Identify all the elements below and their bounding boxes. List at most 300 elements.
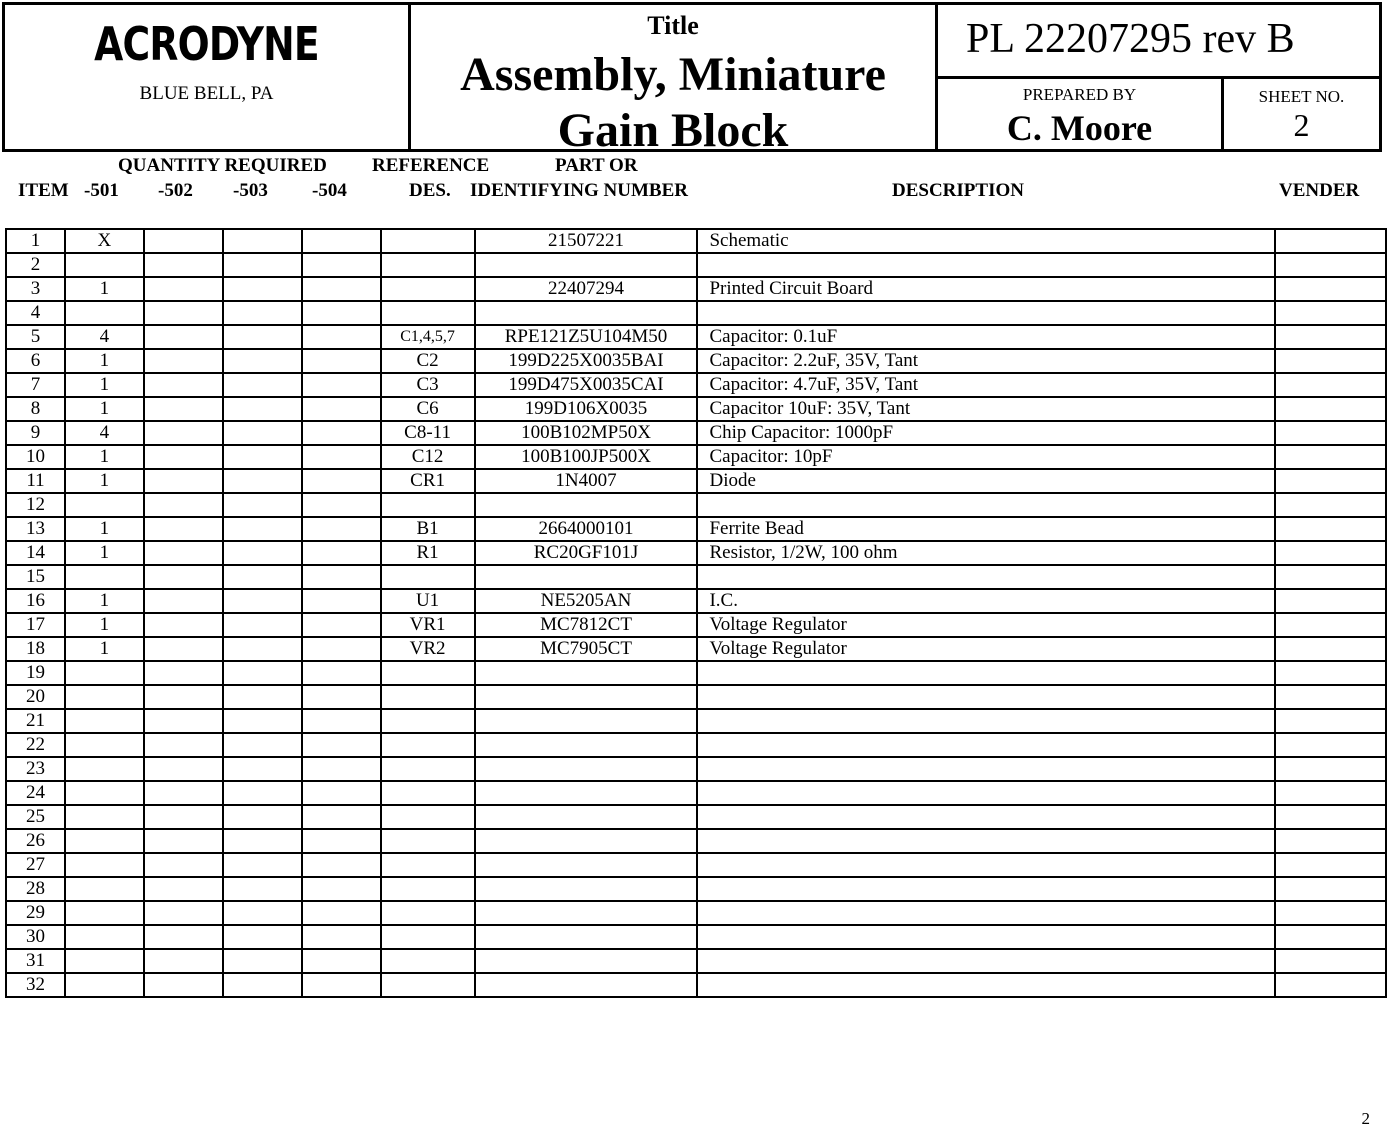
qty-502-cell [144,469,223,493]
item-cell: 16 [6,589,65,613]
qty-504-cell [302,421,381,445]
vender-cell [1275,829,1386,853]
vender-cell [1275,853,1386,877]
qty-504-cell [302,325,381,349]
table-row [6,853,1386,877]
part-number-cell [475,565,698,589]
qty-503-cell [223,805,302,829]
reference-des-cell [381,829,475,853]
table-row [6,829,1386,853]
description-cell [697,853,1275,877]
description-cell [697,877,1275,901]
reference-des-cell [381,901,475,925]
item-cell: 28 [6,877,65,901]
qty-501-cell [65,805,144,829]
qty-501-cell [65,829,144,853]
item-cell: 21 [6,709,65,733]
vender-cell [1275,877,1386,901]
qty-501-cell [65,733,144,757]
part-number-cell [475,493,698,517]
title-label: Title [647,11,699,40]
table-row [6,517,1386,541]
part-number-cell: 199D106X0035 [475,397,698,421]
qty-501-cell [65,685,144,709]
vender-cell [1275,373,1386,397]
reference-des-cell: C3 [381,373,475,397]
part-number-cell [475,253,698,277]
description-cell [697,781,1275,805]
qty-501-cell: 4 [65,325,144,349]
qty-503-cell [223,757,302,781]
part-number-cell: 199D225X0035BAI [475,349,698,373]
table-row [6,949,1386,973]
table-row [6,373,1386,397]
prepared-by-box [938,79,1224,149]
document-title-line1: Assembly, Miniature [460,48,886,101]
prepared-by-name: C. Moore [1006,108,1153,148]
reference-des-cell [381,277,475,301]
reference-des-cell [381,949,475,973]
qty-503-cell [223,949,302,973]
description-cell: Diode [697,469,1275,493]
qty-504-cell [302,733,381,757]
vender-cell [1275,325,1386,349]
part-number-cell: 100B102MP50X [475,421,698,445]
part-number-cell: 21507221 [475,229,698,253]
vender-cell [1275,565,1386,589]
qty-504-cell [302,373,381,397]
qty-502-cell [144,685,223,709]
qty-504-cell [302,637,381,661]
title-box [411,5,938,157]
vender-cell [1275,685,1386,709]
header-qty-503: -503 [233,180,268,201]
header-quantity-required: QUANTITY REQUIRED [118,155,327,176]
qty-502-cell [144,445,223,469]
description-cell: Voltage Regulator [697,637,1275,661]
qty-503-cell [223,253,302,277]
reference-des-cell [381,685,475,709]
qty-503-cell [223,877,302,901]
item-cell: 7 [6,373,65,397]
title-block-bottom [938,79,1379,149]
qty-503-cell [223,709,302,733]
reference-des-cell: U1 [381,589,475,613]
item-cell: 15 [6,565,65,589]
part-number-cell: 199D475X0035CAI [475,373,698,397]
description-cell [697,949,1275,973]
part-number-cell [475,973,698,997]
qty-504-cell [302,613,381,637]
reference-des-cell: VR1 [381,613,475,637]
qty-502-cell [144,709,223,733]
header-identifying-number: IDENTIFYING NUMBER [470,180,688,201]
vender-cell [1275,901,1386,925]
table-row [6,661,1386,685]
part-number-cell [475,685,698,709]
sheet-number-label: SHEET NO. [1258,87,1345,106]
qty-503-cell [223,541,302,565]
qty-503-cell [223,613,302,637]
qty-501-cell [65,709,144,733]
qty-502-cell [144,781,223,805]
qty-504-cell [302,973,381,997]
part-number-cell: MC7905CT [475,637,698,661]
qty-503-cell [223,349,302,373]
qty-501-cell: 1 [65,541,144,565]
qty-503-cell [223,901,302,925]
item-cell: 20 [6,685,65,709]
item-cell: 23 [6,757,65,781]
qty-502-cell [144,901,223,925]
description-cell [697,565,1275,589]
document-title-line2: Gain Block [557,104,789,157]
qty-501-cell: 1 [65,397,144,421]
qty-501-cell [65,949,144,973]
reference-des-cell [381,565,475,589]
table-row [6,877,1386,901]
reference-des-cell [381,229,475,253]
description-cell [697,709,1275,733]
vender-cell [1275,493,1386,517]
qty-504-cell [302,397,381,421]
reference-des-cell [381,661,475,685]
qty-501-cell [65,253,144,277]
reference-des-cell: C8-11 [381,421,475,445]
header-item: ITEM [18,180,69,201]
qty-504-cell [302,589,381,613]
table-row [6,397,1386,421]
part-number-cell [475,829,698,853]
part-number-cell [475,925,698,949]
parts-list-number-box [938,5,1379,79]
qty-502-cell [144,229,223,253]
description-cell: Schematic [697,229,1275,253]
vender-cell [1275,661,1386,685]
qty-502-cell [144,973,223,997]
table-row [6,781,1386,805]
vender-cell [1275,949,1386,973]
qty-503-cell [223,853,302,877]
qty-501-cell [65,661,144,685]
part-number-cell: RPE121Z5U104M50 [475,325,698,349]
qty-502-cell [144,277,223,301]
vender-cell [1275,445,1386,469]
qty-501-cell [65,565,144,589]
vender-cell [1275,757,1386,781]
item-cell: 30 [6,925,65,949]
table-row [6,349,1386,373]
qty-501-cell: 1 [65,517,144,541]
item-cell: 31 [6,949,65,973]
description-cell: I.C. [697,589,1275,613]
qty-503-cell [223,397,302,421]
item-cell: 26 [6,829,65,853]
description-cell: Resistor, 1/2W, 100 ohm [697,541,1275,565]
qty-502-cell [144,493,223,517]
item-cell: 32 [6,973,65,997]
item-cell: 11 [6,469,65,493]
vender-cell [1275,973,1386,997]
qty-501-cell: 1 [65,373,144,397]
part-number-cell: 22407294 [475,277,698,301]
qty-502-cell [144,637,223,661]
qty-504-cell [302,445,381,469]
reference-des-cell: C6 [381,397,475,421]
item-cell: 8 [6,397,65,421]
part-number-cell: MC7812CT [475,613,698,637]
description-cell: Capacitor: 4.7uF, 35V, Tant [697,373,1275,397]
vender-cell [1275,301,1386,325]
table-row [6,541,1386,565]
reference-des-cell [381,877,475,901]
qty-504-cell [302,829,381,853]
sheet-number: 2 [1293,107,1310,143]
reference-des-cell [381,781,475,805]
description-cell [697,757,1275,781]
qty-504-cell [302,661,381,685]
table-row [6,301,1386,325]
description-cell: Printed Circuit Board [697,277,1275,301]
item-cell: 29 [6,901,65,925]
description-cell: Chip Capacitor: 1000pF [697,421,1275,445]
qty-501-cell [65,781,144,805]
parts-table [5,228,1387,998]
description-cell: Capacitor 10uF: 35V, Tant [697,397,1275,421]
qty-501-cell [65,757,144,781]
qty-501-cell [65,901,144,925]
vender-cell [1275,541,1386,565]
title-block-right [938,5,1379,149]
qty-503-cell [223,229,302,253]
qty-502-cell [144,421,223,445]
prepared-by-label: PREPARED BY [1022,85,1137,104]
qty-504-cell [302,493,381,517]
title-block [2,2,1382,157]
reference-des-cell: C12 [381,445,475,469]
part-number-cell: RC20GF101J [475,541,698,565]
qty-504-cell [302,877,381,901]
table-row [6,901,1386,925]
item-cell: 4 [6,301,65,325]
qty-504-cell [302,685,381,709]
qty-502-cell [144,949,223,973]
table-row [6,709,1386,733]
vender-cell [1275,517,1386,541]
reference-des-cell [381,757,475,781]
part-number-cell [475,301,698,325]
qty-503-cell [223,445,302,469]
qty-502-cell [144,253,223,277]
page-number: 2 [1361,1109,1370,1128]
reference-des-cell: CR1 [381,469,475,493]
description-cell [697,901,1275,925]
description-cell [697,829,1275,853]
qty-502-cell [144,565,223,589]
qty-501-cell [65,925,144,949]
table-row [6,733,1386,757]
vender-cell [1275,805,1386,829]
table-row [6,925,1386,949]
part-number-cell [475,733,698,757]
qty-502-cell [144,349,223,373]
qty-503-cell [223,421,302,445]
qty-502-cell [144,661,223,685]
description-cell [697,685,1275,709]
reference-des-cell [381,853,475,877]
table-row [6,493,1386,517]
table-row [6,685,1386,709]
reference-des-cell [381,805,475,829]
part-number-cell [475,781,698,805]
reference-des-cell: B1 [381,517,475,541]
table-row [6,421,1386,445]
qty-503-cell [223,325,302,349]
qty-502-cell [144,325,223,349]
part-number-cell [475,757,698,781]
reference-des-cell [381,973,475,997]
reference-des-cell: C2 [381,349,475,373]
description-cell: Capacitor: 10pF [697,445,1275,469]
reference-des-cell [381,733,475,757]
description-cell [697,301,1275,325]
reference-des-cell: R1 [381,541,475,565]
qty-504-cell [302,901,381,925]
qty-504-cell [302,253,381,277]
item-cell: 18 [6,637,65,661]
table-row [6,469,1386,493]
table-row [6,565,1386,589]
qty-503-cell [223,469,302,493]
table-row [6,253,1386,277]
qty-502-cell [144,805,223,829]
reference-des-cell [381,709,475,733]
qty-504-cell [302,301,381,325]
vender-cell [1275,637,1386,661]
reference-des-cell: VR2 [381,637,475,661]
vender-cell [1275,469,1386,493]
qty-504-cell [302,229,381,253]
parts-table-body [6,229,1386,997]
qty-504-cell [302,805,381,829]
part-number-cell [475,949,698,973]
qty-504-cell [302,277,381,301]
vender-cell [1275,397,1386,421]
vender-cell [1275,253,1386,277]
header-reference: REFERENCE [372,155,490,176]
qty-504-cell [302,853,381,877]
reference-des-cell [381,925,475,949]
description-cell [697,733,1275,757]
description-cell: Capacitor: 0.1uF [697,325,1275,349]
qty-503-cell [223,373,302,397]
part-number-cell [475,853,698,877]
table-row [6,757,1386,781]
qty-502-cell [144,733,223,757]
vender-cell [1275,589,1386,613]
item-cell: 12 [6,493,65,517]
qty-502-cell [144,397,223,421]
qty-501-cell: 1 [65,445,144,469]
company-location: BLUE BELL, PA [139,83,274,104]
item-cell: 14 [6,541,65,565]
table-row [6,805,1386,829]
description-cell: Capacitor: 2.2uF, 35V, Tant [697,349,1275,373]
reference-des-cell [381,253,475,277]
qty-501-cell: 1 [65,613,144,637]
item-cell: 27 [6,853,65,877]
qty-503-cell [223,301,302,325]
document-title [411,47,935,159]
table-row [6,613,1386,637]
qty-502-cell [144,829,223,853]
qty-504-cell [302,757,381,781]
description-cell [697,805,1275,829]
qty-503-cell [223,781,302,805]
qty-503-cell [223,589,302,613]
vender-cell [1275,709,1386,733]
qty-502-cell [144,877,223,901]
qty-503-cell [223,925,302,949]
qty-501-cell: 1 [65,469,144,493]
qty-504-cell [302,565,381,589]
description-cell [697,253,1275,277]
vender-cell [1275,733,1386,757]
qty-501-cell [65,493,144,517]
qty-503-cell [223,277,302,301]
qty-503-cell [223,661,302,685]
sheet-number-box [1224,79,1379,149]
qty-502-cell [144,541,223,565]
qty-502-cell [144,613,223,637]
table-row [6,589,1386,613]
vender-cell [1275,349,1386,373]
qty-504-cell [302,781,381,805]
table-row [6,277,1386,301]
item-cell: 22 [6,733,65,757]
qty-501-cell [65,853,144,877]
part-number-cell [475,709,698,733]
qty-503-cell [223,637,302,661]
table-row [6,325,1386,349]
qty-501-cell: 1 [65,589,144,613]
item-cell: 5 [6,325,65,349]
item-cell: 6 [6,349,65,373]
header-qty-502: -502 [158,180,193,201]
reference-des-cell [381,493,475,517]
qty-503-cell [223,733,302,757]
qty-504-cell [302,349,381,373]
qty-504-cell [302,517,381,541]
company-box [5,5,411,149]
qty-504-cell [302,949,381,973]
reference-des-cell [381,301,475,325]
qty-502-cell [144,517,223,541]
qty-501-cell: 1 [65,349,144,373]
part-number-cell [475,877,698,901]
qty-504-cell [302,469,381,493]
description-cell: Ferrite Bead [697,517,1275,541]
item-cell: 9 [6,421,65,445]
table-row [6,445,1386,469]
part-number-cell: 100B100JP500X [475,445,698,469]
qty-503-cell [223,517,302,541]
qty-501-cell: 1 [65,277,144,301]
vender-cell [1275,421,1386,445]
header-vender: VENDER [1279,180,1360,201]
qty-503-cell [223,973,302,997]
item-cell: 19 [6,661,65,685]
